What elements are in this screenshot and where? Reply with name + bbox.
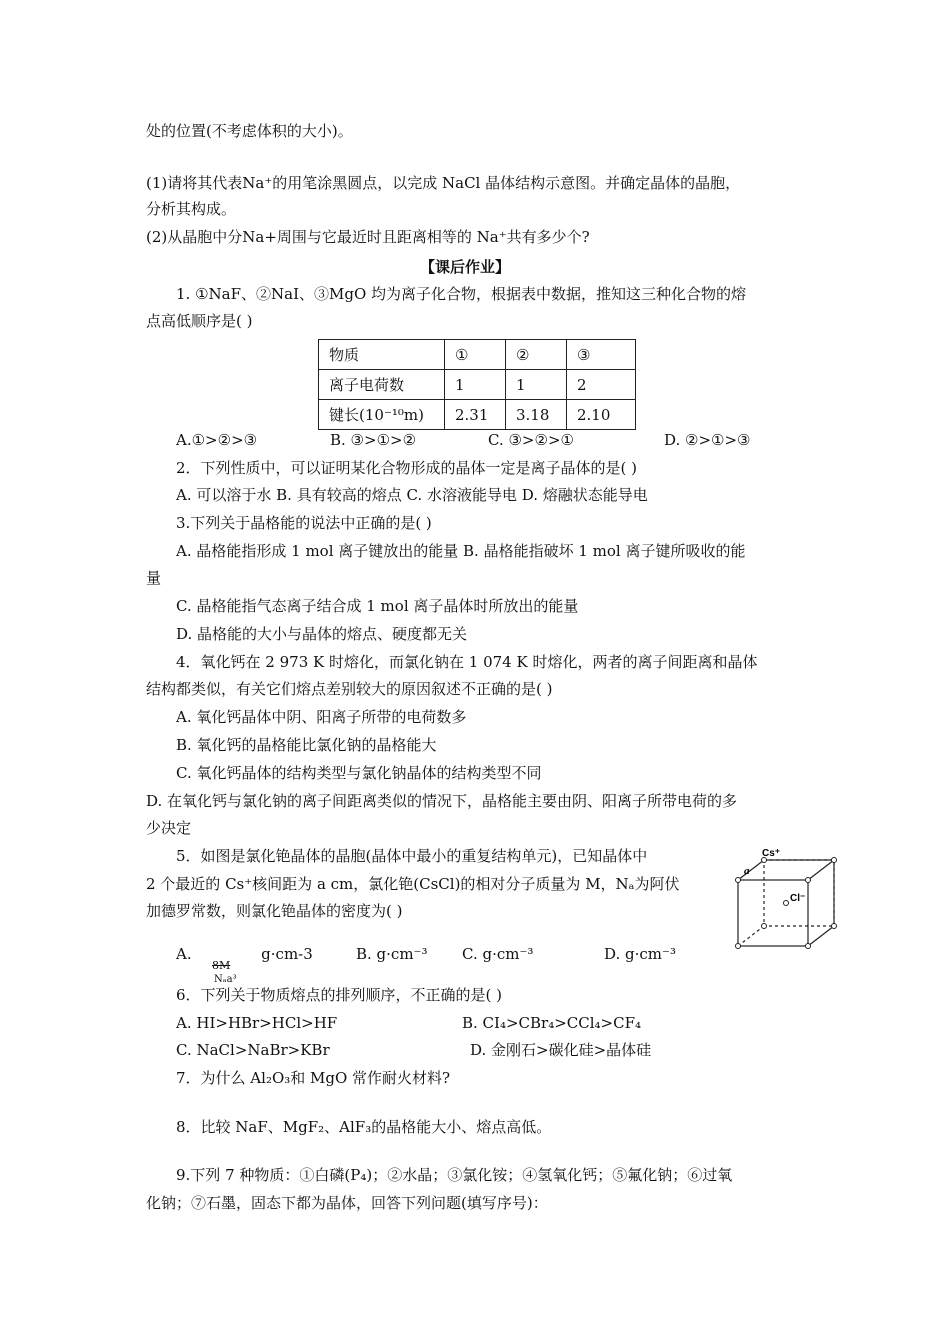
q3-option-d: D. 晶格能的大小与晶体的熔点、硬度都无关: [176, 625, 468, 643]
q6-option-c: C. NaCl>NaBr>KBr: [176, 1041, 330, 1059]
q6-option-d: D. 金刚石>碳化硅>晶体硅: [470, 1041, 652, 1059]
q2-options: A. 可以溶于水 B. 具有较高的熔点 C. 水溶液能导电 D. 熔融状态能导电: [176, 486, 648, 504]
q5-option-d: D. g·cm⁻³: [604, 945, 676, 963]
q3-stem: 3.下列关于晶格能的说法中正确的是( ): [176, 514, 432, 532]
q1-option-a: A.①>②>③: [176, 431, 258, 449]
cscl-unit-cell-figure: [730, 846, 840, 956]
q5-option-a-numerator: 8M: [212, 959, 231, 972]
table-cell: ①: [445, 340, 506, 370]
q3-option-a: A. 晶格能指形成 1 mol 离子键放出的能量 B. 晶格能指破坏 1 mol 离子键所吸收的能: [176, 542, 746, 560]
table-cell: 2.31: [445, 400, 506, 430]
intro-q1-line2: 分析其构成。: [146, 200, 237, 218]
q4-option-d-line2: 少决定: [146, 819, 192, 837]
table-cell: 2.10: [567, 400, 636, 430]
fig-label-cs: Cs⁺: [762, 848, 781, 859]
q6-option-b: B. CI₄>CBr₄>CCl₄>CF₄: [462, 1014, 642, 1032]
cube-front-face: [738, 880, 808, 946]
q4-stem-line2: 结构都类似，有关它们熔点差别较大的原因叙述不正确的是( ): [146, 680, 553, 698]
q4-option-a: A. 氧化钙晶体中阴、阳离子所带的电荷数多: [176, 708, 467, 726]
fig-label-a: a: [744, 865, 750, 877]
q1-option-d: D. ②>①>③: [664, 431, 751, 449]
q6-stem: 6．下列关于物质熔点的排列顺序，不正确的是( ): [176, 986, 503, 1004]
cl-ion-center: [784, 901, 789, 906]
table-cell: 1: [445, 370, 506, 400]
q5-option-a-unit: g·cm-3: [261, 945, 313, 963]
intro-q2: (2)从晶胞中分Na+周围与它最近时且距离相等的 Na⁺共有多少个?: [146, 228, 590, 246]
table-row: [319, 370, 636, 400]
q7-stem: 7．为什么 Al₂O₃和 MgO 常作耐火材料?: [176, 1069, 451, 1087]
q5-option-a-denominator: Nₐa³: [214, 974, 237, 985]
table-cell: 3.18: [506, 400, 567, 430]
q9-stem-line2: 化钠；⑦石墨，固态下都为晶体，回答下列问题(填写序号)：: [146, 1194, 548, 1212]
table-cell: 离子电荷数: [319, 370, 445, 400]
q6-option-a: A. HI>HBr>HCl>HF: [176, 1014, 338, 1032]
table-cell: ③: [567, 340, 636, 370]
intro-line: 处的位置(不考虑体积的大小)。: [146, 122, 353, 140]
table-cell: 键长(10⁻¹⁰m): [319, 400, 445, 430]
q5-stem-line2: 2 个最近的 Cs⁺核间距为 a cm，氯化铯(CsCl)的相对分子质量为 M，Nₐ为阿伏: [146, 875, 680, 893]
q4-option-d-line1: D. 在氧化钙与氯化钠的离子间距离类似的情况下，晶格能主要由阴、阳离子所带电荷的多: [146, 792, 738, 810]
q1-option-c: C. ③>②>①: [488, 431, 574, 449]
table-row: [319, 400, 636, 430]
q4-stem-line1: 4．氧化钙在 2 973 K 时熔化，而氯化钠在 1 074 K 时熔化，两者的离子间距离和晶体: [176, 653, 758, 671]
q2-stem: 2．下列性质中，可以证明某化合物形成的晶体一定是离子晶体的是( ): [176, 459, 638, 477]
table-cell: ②: [506, 340, 567, 370]
table-cell: 物质: [319, 340, 445, 370]
q9-stem-line1: 9.下列 7 种物质：①白磷(P₄)；②水晶；③氯化铵；④氢氧化钙；⑤氟化钠；⑥过氧: [176, 1166, 733, 1184]
q5-option-a: [176, 944, 313, 964]
q3-option-a-cont: 量: [146, 569, 162, 587]
q4-option-b: B. 氧化钙的晶格能比氯化钠的晶格能大: [176, 736, 437, 754]
q5-option-b: B. g·cm⁻³: [356, 945, 428, 963]
q1-data-table: [318, 339, 636, 430]
q1-stem-line1: 1. ①NaF、②NaI、③MgO 均为离子化合物，根据表中数据，推知这三种化合物的熔: [176, 285, 747, 303]
fig-label-cl: Cl⁻: [790, 893, 806, 904]
q5-stem-line1: 5．如图是氯化铯晶体的晶胞(晶体中最小的重复结构单元)，已知晶体中: [176, 847, 648, 865]
q5-option-c: C. g·cm⁻³: [462, 945, 534, 963]
q1-stem-line2: 点高低顺序是( ): [146, 312, 253, 330]
section-title: 【课后作业】: [420, 258, 511, 276]
q4-option-c: C. 氧化钙晶体的结构类型与氯化钠晶体的结构类型不同: [176, 764, 542, 782]
q5-stem-line3: 加德罗常数，则氯化铯晶体的密度为( ): [146, 902, 403, 920]
table-cell: 1: [506, 370, 567, 400]
q5-option-a-label: A.: [176, 945, 192, 963]
q1-option-b: B. ③>①>②: [330, 431, 417, 449]
table-row: [319, 340, 636, 370]
table-cell: 2: [567, 370, 636, 400]
q8-stem: 8．比较 NaF、MgF₂、AlF₃的晶格能大小、熔点高低。: [176, 1118, 552, 1136]
intro-q1-line1: (1)请将其代表Na⁺的用笔涂黑圆点，以完成 NaCl 晶体结构示意图。并确定晶体的晶胞，: [146, 174, 741, 192]
q3-option-c: C. 晶格能指气态离子结合成 1 mol 离子晶体时所放出的能量: [176, 597, 579, 615]
